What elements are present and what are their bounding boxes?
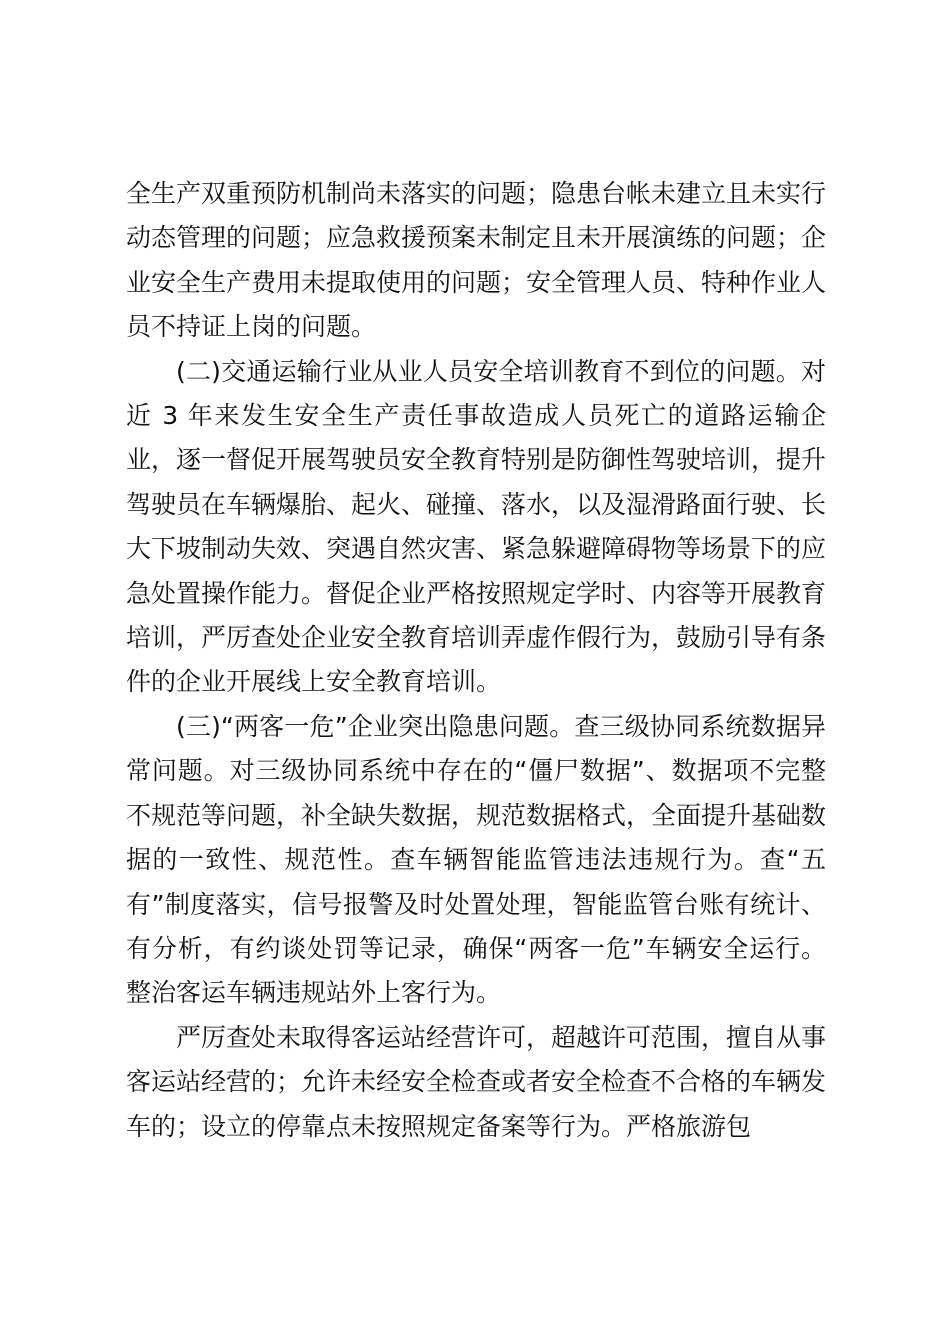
document-body (126, 172, 826, 1149)
paragraph-section-2-training: (二)交通运输行业从业人员安全培训教育不到位的问题。对近 3 年来发生安全生产责任事故造成人员死亡的道路运输企业，逐一督促开展驾驶员安全教育特别是防御性驾驶培训，提升驾驶员在车辆爆胎、起火、碰撞、落水，以及湿滑路面行驶、长大下坡制动失效、突遇自然灾害、紧急躲避障碍物等场景下的应急处置操作能力。督促企业严格按照规定学时、内容等开展教育培训，严厉查处企业安全教育培训弄虚作假行为，鼓励引导有条件的企业开展线上安全教育培训。 (126, 356, 827, 697)
paragraph-section-3-hazards: (三)“两客一危”企业突出隐患问题。查三级协同系统数据异常问题。对三级协同系统中存在的“僵尸数据”、数据项不完整不规范等问题，补全缺失数据，规范数据格式，全面提升基础数据的一致性、规范性。查车辆智能监管违法违规行为。查“五有”制度落实，信号报警及时处置处理，智能监管台账有统计、有分析，有约谈处罚等记录，确保“两客一危”车辆安全运行。整治客运车辆违规站外上客行为。 (126, 711, 827, 1008)
paragraph-station-enforcement: 严厉查处未取得客运站经营许可，超越许可范围，擅自从事客运站经营的；允许未经安全检查或者安全检查不合格的车辆发车的；设立的停靠点未按照规定备案等行为。严格旅游包 (126, 1022, 827, 1141)
paragraph-continued-safety-issues: 全生产双重预防机制尚未落实的问题；隐患台帐未建立且未实行动态管理的问题；应急救援预案未制定且未开展演练的问题；企业安全生产费用未提取使用的问题；安全管理人员、特种作业人员不持证上岗的问题。 (126, 179, 827, 342)
